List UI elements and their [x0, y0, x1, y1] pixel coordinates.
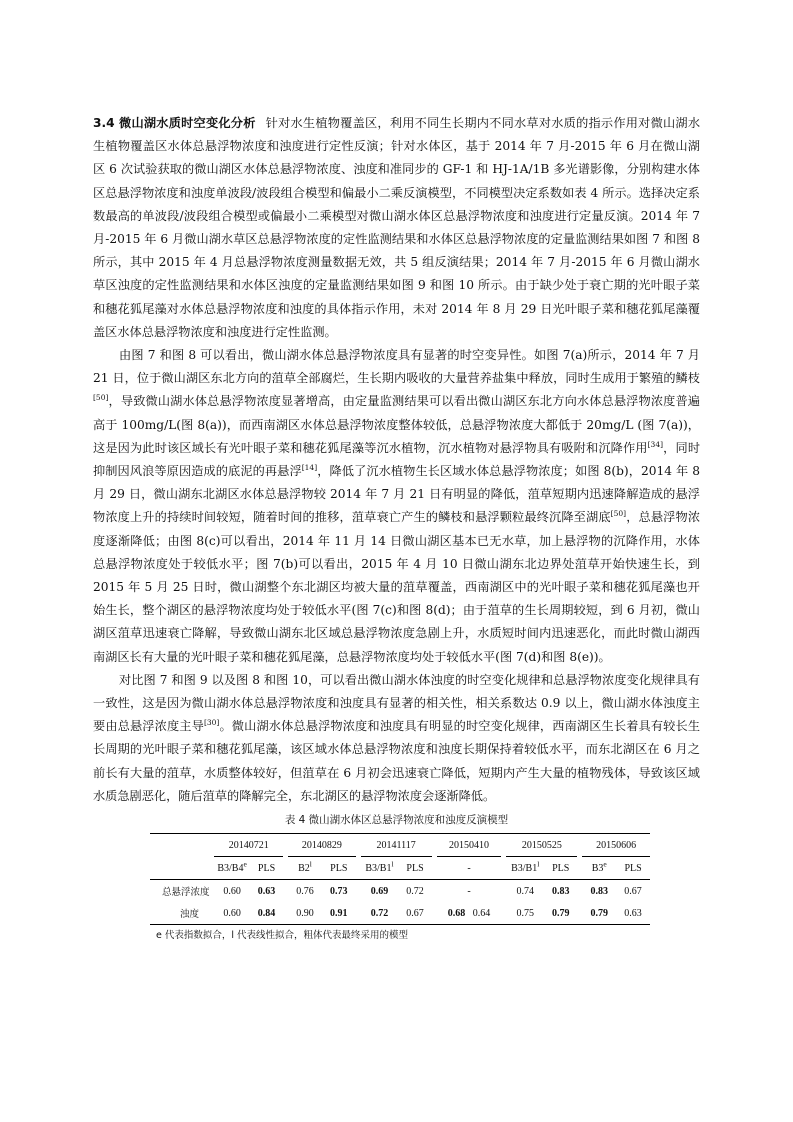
model-header: B3e — [591, 859, 607, 874]
table-cell: 0.60 — [223, 907, 241, 919]
table-cell: 0.76 — [296, 885, 314, 897]
table-cell: 0.67 — [624, 885, 642, 897]
model-header: - — [467, 862, 471, 874]
table-header-date: 20150525 — [506, 834, 577, 857]
table-cell: - — [467, 885, 471, 897]
table-cell: 0.84 — [257, 907, 276, 919]
table-header-date: 20141117 — [361, 834, 432, 857]
table-caption: 表 4 微山湖水体区总悬浮物浓度和浊度反演模型 — [284, 814, 509, 827]
model-header: PLS — [624, 862, 642, 874]
paragraph-1 — [93, 112, 700, 344]
citation: [14] — [301, 462, 318, 472]
paragraph-2-text: ，降低了沉水植物生长区域水体总悬浮物浓度；如图 8(b)，2014 年 8 月 29 日，微山湖东北湖区水体总悬浮物较 2014 年 7 月 21 日有明显的降低，菹草短期内迅速降解造成的悬浮物浓度上升的持续时间较短，随着时间的推移，菹草衰亡产生的鳞枝和悬浮颗粒最终沉降至湖底 — [93, 464, 700, 525]
section-heading: 3.4 微山湖水质时空变化分析 — [93, 116, 256, 130]
table-cell: 0.63 — [257, 885, 276, 897]
table-header-date: 20140829 — [288, 834, 356, 857]
model-header: B3/B4e — [217, 859, 247, 874]
table-cell: 0.74 — [516, 885, 534, 897]
paper-page — [93, 112, 700, 941]
paragraph-3-text: 。微山湖水体总悬浮物浓度和浊度具有明显的时空变化规律，西南湖区生长着具有较长生长周期的光叶眼子菜和穗花狐尾藻，该区域水体总悬浮物浓度和浊度长期保持着较低水平，而东北湖区在 6 月之前长有大量的菹草，水质整体较好，但菹草在 6 月初会迅速衰亡降低，短期内产生大量的植物残体，导致该区域水质急剧恶化，随后菹草的降解完全，东北湖区的悬浮物浓度会逐渐降低。 — [93, 719, 701, 803]
model-header: PLS — [330, 862, 348, 874]
paragraph-2-text: 由图 7 和图 8 可以看出，微山湖水体总悬浮物浓度具有显著的时空变异性。如图 7(a)所示，2014 年 7 月 21 日，位于微山湖区东北方向的菹草全部腐烂，生长期内吸收的大量营养盐集中释放，同时生成用于繁殖的鳞枝 — [93, 348, 700, 386]
paragraph-2-text: ，导致微山湖水体总悬浮物浓度显著增高，由定量监测结果可以看出微山湖区东北方向水体总悬浮物浓度普遍高于 100mg/L(图 8(a))，而西南湖区水体总悬浮物浓度整体较低，总悬浮物浓度大都低于 20mg/L (图 7(a))，这是因为此时该区域长有光叶眼子菜和穗花狐尾藻等沉水植物，沉水植物对悬浮物具有吸附和沉降作用 — [93, 394, 700, 455]
table-cell: 0.83 — [552, 885, 570, 897]
table-cell: 0.73 — [330, 885, 348, 897]
table-header-date: 20140721 — [214, 834, 283, 857]
citation: [50] — [610, 509, 627, 519]
citation: [34] — [647, 439, 664, 449]
table-cell: 0.60 — [223, 885, 241, 897]
table-cell: 0.83 — [590, 885, 608, 897]
table-cell: 0.72 — [406, 885, 424, 897]
table-note: e 代表指数拟合，l 代表线性拟合，粗体代表最终采用的模型 — [156, 930, 409, 942]
citation: [30] — [203, 718, 220, 728]
table-cell: 0.63 — [624, 907, 642, 919]
table-row — [150, 880, 650, 902]
paragraph-2 — [93, 344, 700, 669]
table-header-models — [150, 857, 650, 880]
table-cell: 0.79 — [552, 907, 570, 919]
row-label: 浊度 — [180, 909, 200, 921]
table-cell: 0.69 — [370, 885, 389, 897]
model-header: PLS — [257, 862, 276, 874]
table-header-dates — [150, 834, 650, 857]
table-header-date: 20150606 — [582, 834, 650, 857]
table-row — [150, 902, 650, 925]
model-header: B3/B1$^l$ — [365, 859, 394, 874]
table-cell: 0.90 — [296, 907, 314, 919]
paragraph-3 — [93, 669, 700, 808]
table-cell: 0.79 — [590, 907, 608, 919]
table-cell: 0.91 — [330, 907, 348, 919]
table-cell: 0.64 — [472, 907, 491, 919]
paragraph-2-text: ，总悬浮物浓度逐渐降低；由图 8(c)可以看出，2014 年 11 月 14 日微山湖区基本已无水草，加上悬浮物的沉降作用，水体总悬浮物浓度处于较低水平；图 7(b)可以看出，2015 年 4 月 10 日微山湖东北边界处菹草开始快速生长，到 2015 年 5 月 25 日时，微山湖整个东北湖区均被大量的菹草覆盖，西南湖区中的光叶眼子菜和穗花狐尾藻也开始生长，整个湖区的悬浮物浓度均处于较低水平(图 7(c)和图 8(d)；由于菹草的生长周期较短，到 6 月初，微山湖区菹草迅速衰亡降解，导致微山湖东北区域总悬浮物浓度急剧上升，水质短时间内迅速恶化，而此时微山湖西南湖区长有大量的光叶眼子菜和穗花狐尾藻，总悬浮物浓度均处于较低水平(图 7(d)和图 8(e))。 — [93, 510, 701, 664]
paragraph-1-text: 针对水生植物覆盖区，利用不同生长期内不同水草对水质的指示作用对微山湖水生植物覆盖区水体总悬浮物浓度和浊度进行定性反演；针对水体区，基于 2014 年 7 月-2015 年 6 月在微山湖区 6 次试验获取的微山湖区水体总悬浮物浓度、浊度和准同步的 GF-1 和 HJ-1A/1B 多光谱影像，分别构建水体区总悬浮物浓度和浊度单波段/波段组合模型和偏最小二乘反演模型，不同模型决定系数如表 4 所示。选择决定系数最高的单波段/波段组合模型或偏最小二乘模型对微山湖水体区总悬浮物浓度和浊度进行定量反演。2014 年 7 月-2015 年 6 月微山湖水草区总悬浮物浓度的定性监测结果和水体区总悬浮物浓度的定量监测结果如图 7 和图 8 所示，其中 2015 年 4 月总悬浮物浓度测量数据无效，共 5 组反演结果；2014 年 7 月-2015 年 6 月微山湖水草区浊度的定性监测结果和水体区浊度的定量监测结果如图 9 和图 10 所示。由于缺少处于衰亡期的光叶眼子菜和穗花狐尾藻对水体总悬浮物浓度和浊度的具体指示作用，未对 2014 年 8 月 29 日光叶眼子菜和穗花狐尾藻覆盖区水体总悬浮物浓度和浊度进行定性监测。 — [93, 116, 701, 339]
model-header: B2$^l$ — [298, 859, 312, 874]
paragraph-2-text: ，同时抑制因风浪等原因造成的底泥的再悬浮 — [93, 440, 701, 479]
citation: [50] — [93, 393, 109, 403]
table-cell — [437, 902, 502, 925]
model-header: PLS — [552, 862, 570, 874]
table-cell: 0.72 — [370, 907, 389, 919]
row-label: 总悬浮浓度 — [162, 887, 210, 899]
paragraph-3-text: 对比图 7 和图 9 以及图 8 和图 10，可以看出微山湖水体浊度的时空变化规律和总悬浮物浓度变化规律具有一致性，这是因为微山湖水体总悬浮物浓度和浊度具有显著的相关性，相关系数达 0.9 以上，微山湖水体浊度主要由总悬浮浓度主导 — [93, 672, 700, 734]
results-table — [150, 833, 650, 941]
table-cell: 0.75 — [516, 907, 534, 919]
model-header: B3/B1$^l$ — [511, 859, 540, 874]
table-header-date: 20150410 — [437, 834, 502, 857]
model-header: PLS — [406, 862, 424, 874]
table-cell: 0.68 — [447, 907, 466, 919]
table-cell: 0.67 — [406, 907, 424, 919]
